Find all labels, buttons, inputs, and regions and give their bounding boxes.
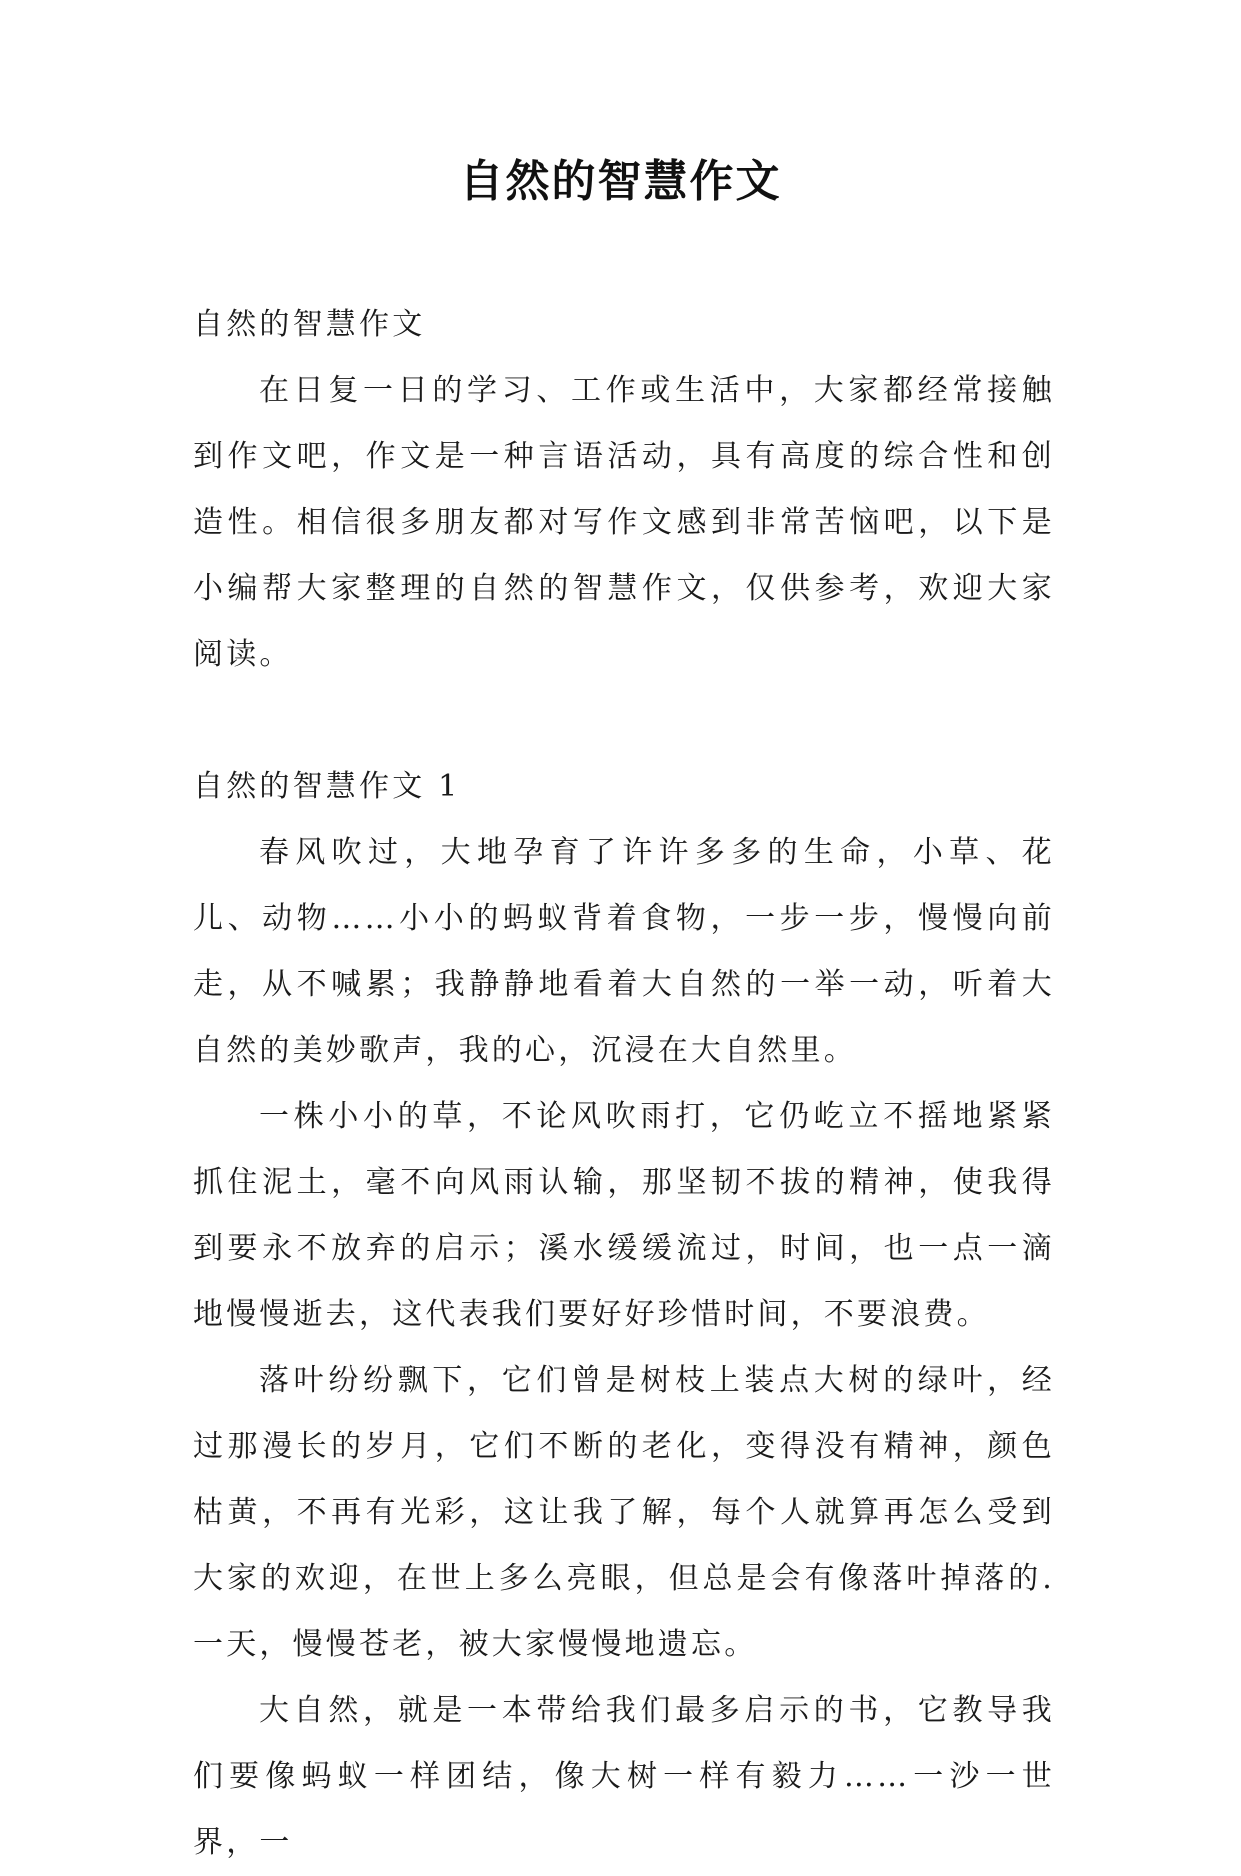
section-heading-essay-1: 自然的智慧作文 1	[193, 769, 461, 804]
document-body	[193, 292, 1055, 1876]
paragraph-essay-1-p2: 一株小小的草，不论风吹雨打，它仍屹立不摇地紧紧抓住泥土，毫不向风雨认输，那坚韧不拔的精神，使我得到要永不放弃的启示；溪水缓缓流过，时间，也一点一滴地慢慢逝去，这代表我们要好好珍惜时间，不要浪费。	[193, 1099, 1055, 1332]
paragraph-essay-1-p3: 落叶纷纷飘下，它们曾是树枝上装点大树的绿叶，经过那漫长的岁月，它们不断的老化，变得没有精神，颜色枯黄，不再有光彩，这让我了解，每个人就算再怎么受到大家的欢迎，在世上多么亮眼，但总是会有像落叶掉落的.一天，慢慢苍老，被大家慢慢地遗忘。	[193, 1363, 1055, 1662]
paragraph-essay-1-p1: 春风吹过，大地孕育了许许多多的生命，小草、花儿、动物……小小的蚂蚁背着食物，一步一步，慢慢向前走，从不喊累；我静静地看着大自然的一举一动，听着大自然的美妙歌声，我的心，沉浸在大自然里。	[193, 835, 1055, 1068]
paragraph-essay-1-p4: 大自然，就是一本带给我们最多启示的书，它教导我们要像蚂蚁一样团结，像大树一样有毅力……一沙一世界，一	[193, 1693, 1055, 1860]
document-title: 自然的智慧作文	[459, 156, 782, 207]
paragraph-gap	[193, 688, 1055, 754]
paragraph-intro: 在日复一日的学习、工作或生活中，大家都经常接触到作文吧，作文是一种言语活动，具有高度的综合性和创造性。相信很多朋友都对写作文感到非常苦恼吧，以下是小编帮大家整理的自然的智慧作文，仅供参考，欢迎大家阅读。	[193, 373, 1055, 672]
section-heading-intro: 自然的智慧作文	[193, 307, 426, 342]
